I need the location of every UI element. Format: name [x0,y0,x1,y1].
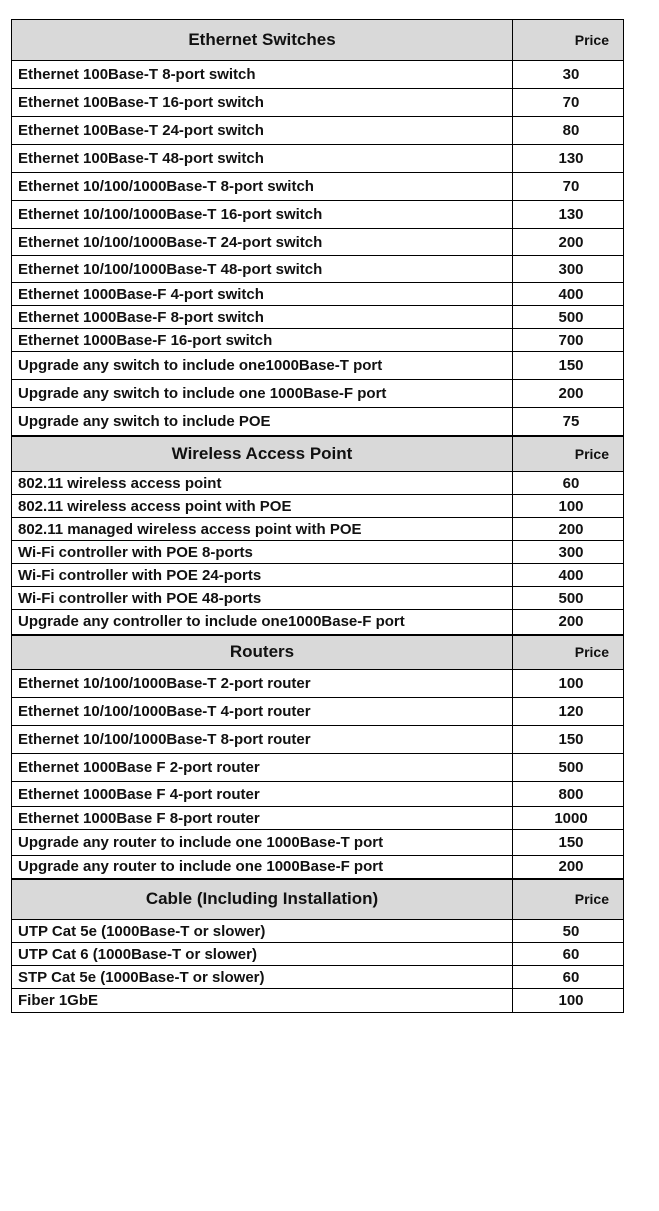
item-name: Upgrade any switch to include POE [12,408,513,436]
item-name: Ethernet 10/100/1000Base-T 8-port switch [12,173,513,201]
item-name: Upgrade any router to include one 1000Base-T port [12,830,513,856]
section-title: Ethernet Switches [12,20,513,61]
section-header [12,879,624,920]
table-row [12,610,624,635]
price-column-header: Price [513,635,624,670]
item-name: STP Cat 5e (1000Base-T or slower) [12,966,513,989]
item-price: 150 [513,830,624,856]
item-price: 200 [513,610,624,635]
item-name: Ethernet 100Base-T 48-port switch [12,145,513,173]
item-name: Fiber 1GbE [12,989,513,1013]
item-name: Ethernet 1000Base F 8-port router [12,807,513,830]
section-title: Cable (Including Installation) [12,879,513,920]
item-name: Ethernet 10/100/1000Base-T 48-port switch [12,256,513,283]
item-name: Wi-Fi controller with POE 48-ports [12,587,513,610]
item-name: Ethernet 100Base-T 16-port switch [12,89,513,117]
table-row [12,670,624,698]
table-row [12,726,624,754]
item-price: 300 [513,256,624,283]
item-price: 70 [513,173,624,201]
item-name: Ethernet 10/100/1000Base-T 24-port switch [12,229,513,256]
item-name: Ethernet 100Base-T 24-port switch [12,117,513,145]
table-row [12,989,624,1013]
table-row [12,698,624,726]
item-price: 300 [513,541,624,564]
item-price: 60 [513,966,624,989]
item-price: 80 [513,117,624,145]
item-name: UTP Cat 6 (1000Base-T or slower) [12,943,513,966]
table-row [12,352,624,380]
item-price: 60 [513,472,624,495]
item-name: Upgrade any switch to include one 1000Base-F port [12,380,513,408]
table-row [12,229,624,256]
table-row [12,472,624,495]
section-title: Wireless Access Point [12,436,513,472]
item-name: Ethernet 10/100/1000Base-T 8-port router [12,726,513,754]
item-name: Upgrade any router to include one 1000Base-F port [12,856,513,879]
item-name: Wi-Fi controller with POE 24-ports [12,564,513,587]
price-column-header: Price [513,20,624,61]
table-row [12,966,624,989]
item-name: Ethernet 1000Base-F 16-port switch [12,329,513,352]
item-price: 800 [513,782,624,807]
table-row [12,920,624,943]
item-name: Ethernet 10/100/1000Base-T 2-port router [12,670,513,698]
item-name: Upgrade any controller to include one1000Base-F port [12,610,513,635]
table-row [12,587,624,610]
item-price: 30 [513,61,624,89]
item-price: 150 [513,726,624,754]
item-price: 400 [513,564,624,587]
item-name: Ethernet 100Base-T 8-port switch [12,61,513,89]
item-price: 1000 [513,807,624,830]
item-name: Upgrade any switch to include one1000Base-T port [12,352,513,380]
table-row [12,754,624,782]
table-row [12,541,624,564]
item-price: 150 [513,352,624,380]
item-price: 400 [513,283,624,306]
table-row [12,283,624,306]
item-price: 200 [513,518,624,541]
section-header [12,635,624,670]
table-row [12,495,624,518]
item-price: 100 [513,670,624,698]
item-price: 60 [513,943,624,966]
table-row [12,856,624,879]
table-row [12,518,624,541]
item-name: 802.11 wireless access point [12,472,513,495]
item-price: 500 [513,754,624,782]
section-header [12,20,624,61]
table-row [12,564,624,587]
table-row [12,61,624,89]
item-price: 200 [513,856,624,879]
price-column-header: Price [513,436,624,472]
item-name: Ethernet 1000Base F 4-port router [12,782,513,807]
table-row [12,943,624,966]
item-price: 100 [513,495,624,518]
item-name: Ethernet 1000Base-F 4-port switch [12,283,513,306]
item-name: Ethernet 1000Base-F 8-port switch [12,306,513,329]
item-price: 200 [513,229,624,256]
item-name: Ethernet 10/100/1000Base-T 4-port router [12,698,513,726]
item-price: 130 [513,201,624,229]
table-row [12,117,624,145]
table-row [12,329,624,352]
table-row [12,380,624,408]
item-name: Wi-Fi controller with POE 8-ports [12,541,513,564]
table-row [12,201,624,229]
item-name: 802.11 managed wireless access point with POE [12,518,513,541]
price-table-body [12,20,624,1013]
item-name: Ethernet 10/100/1000Base-T 16-port switch [12,201,513,229]
table-row [12,830,624,856]
table-row [12,807,624,830]
table-row [12,145,624,173]
item-price: 200 [513,380,624,408]
table-row [12,256,624,283]
table-row [12,89,624,117]
item-price: 500 [513,587,624,610]
item-price: 75 [513,408,624,436]
item-price: 120 [513,698,624,726]
table-row [12,408,624,436]
price-column-header: Price [513,879,624,920]
item-name: 802.11 wireless access point with POE [12,495,513,518]
item-price: 700 [513,329,624,352]
table-row [12,306,624,329]
item-price: 70 [513,89,624,117]
item-name: UTP Cat 5e (1000Base-T or slower) [12,920,513,943]
table-row [12,782,624,807]
item-price: 100 [513,989,624,1013]
item-price: 500 [513,306,624,329]
item-name: Ethernet 1000Base F 2-port router [12,754,513,782]
table-row [12,173,624,201]
price-table [11,19,624,1013]
section-title: Routers [12,635,513,670]
section-header [12,436,624,472]
item-price: 50 [513,920,624,943]
item-price: 130 [513,145,624,173]
